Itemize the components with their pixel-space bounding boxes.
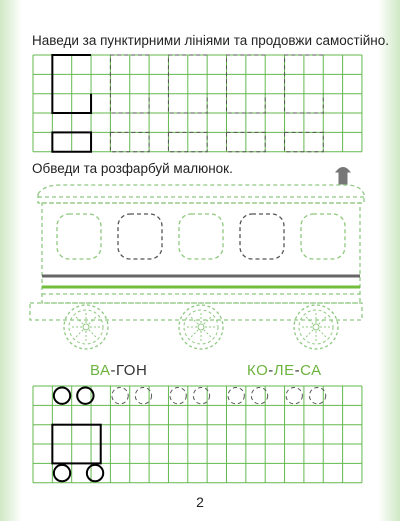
wagon-wheel-spoke <box>319 316 327 324</box>
trace-car-body <box>52 425 100 464</box>
wagon-window <box>240 214 284 259</box>
left-green-edge <box>0 0 22 521</box>
wagon-wheel-spoke <box>305 316 313 324</box>
page-number: 2 <box>196 494 204 510</box>
trace-wheel-shape <box>87 465 103 481</box>
trace-circle-shape <box>251 388 267 404</box>
wagon-wheel-spoke <box>75 316 83 324</box>
wagon-wheel <box>294 305 338 349</box>
wagon-chimney <box>336 168 350 185</box>
wagon-wheel-hub <box>198 324 204 330</box>
trace-rectangle-shape <box>52 132 91 151</box>
wagon-wheel <box>64 305 108 349</box>
trace-circle-shape <box>309 388 325 404</box>
wagon-wheel-spoke <box>204 316 212 324</box>
trace-circle-shape <box>193 388 209 404</box>
trace-rectangle-shape <box>110 132 149 151</box>
trace-bracket-shape <box>52 55 91 113</box>
trace-bracket-shape <box>110 55 149 113</box>
wagon-wheel-hub <box>313 324 319 330</box>
trace-circle-shape <box>112 388 128 404</box>
instruction-trace-color: Обведи та розфарбуй малюнок. <box>32 161 233 176</box>
word-vagon-part-2: ГОН <box>116 362 148 379</box>
trace-bracket-shape <box>168 55 207 113</box>
word-vagon: ВА-ГОН <box>90 362 148 379</box>
wagon-wheel <box>179 305 223 349</box>
wagon-wheel-spoke <box>89 316 97 324</box>
wagon-wheel-spoke <box>89 330 97 338</box>
wagon-wheel-spoke <box>319 330 327 338</box>
word-kolesa: КО-ЛЕ-СА <box>247 362 322 379</box>
wagon-wheel-rim <box>184 310 218 344</box>
word-vagon-part-1: ВА <box>90 362 111 379</box>
wagon-wheel-rim <box>299 310 333 344</box>
wagon-wheel-spoke <box>75 330 83 338</box>
wagon-body <box>42 203 360 303</box>
wagon-wheel-spoke <box>190 316 198 324</box>
right-green-edge <box>378 0 400 521</box>
trace-rectangle-shape <box>285 132 324 151</box>
wagon-wheel-spoke <box>204 330 212 338</box>
wagon-wheel-spoke <box>305 330 313 338</box>
trace-circle-shape <box>135 388 151 404</box>
trace-bracket-shape <box>227 55 266 113</box>
trace-circle-shape <box>286 388 302 404</box>
trace-wheel-shape <box>54 465 70 481</box>
wagon-window <box>179 214 223 259</box>
wagon-window <box>301 214 345 259</box>
trace-bracket-shape <box>285 55 324 113</box>
wagon-window <box>118 214 162 259</box>
trace-rectangle-shape <box>227 132 266 151</box>
wagon-wheel-hub <box>83 324 89 330</box>
wagon-roof <box>38 185 364 203</box>
word-kolesa-part-2: ЛЕ <box>273 362 295 379</box>
wagon-frame <box>30 303 362 320</box>
trace-rectangle-shape <box>168 132 207 151</box>
trace-circle-shape <box>170 388 186 404</box>
wagon-window <box>57 214 101 259</box>
trace-circle-shape <box>228 388 244 404</box>
word-kolesa-part-3: СА <box>300 362 322 379</box>
instruction-trace-continue: Наведи за пунктирними лініями та продовжи самостійно. <box>32 33 389 48</box>
wagon-wheel-spoke <box>190 330 198 338</box>
trace-circle-shape <box>54 388 70 404</box>
wagon-wheel-rim <box>69 310 103 344</box>
trace-circle-shape <box>77 388 93 404</box>
word-kolesa-part-1: КО <box>247 362 269 379</box>
